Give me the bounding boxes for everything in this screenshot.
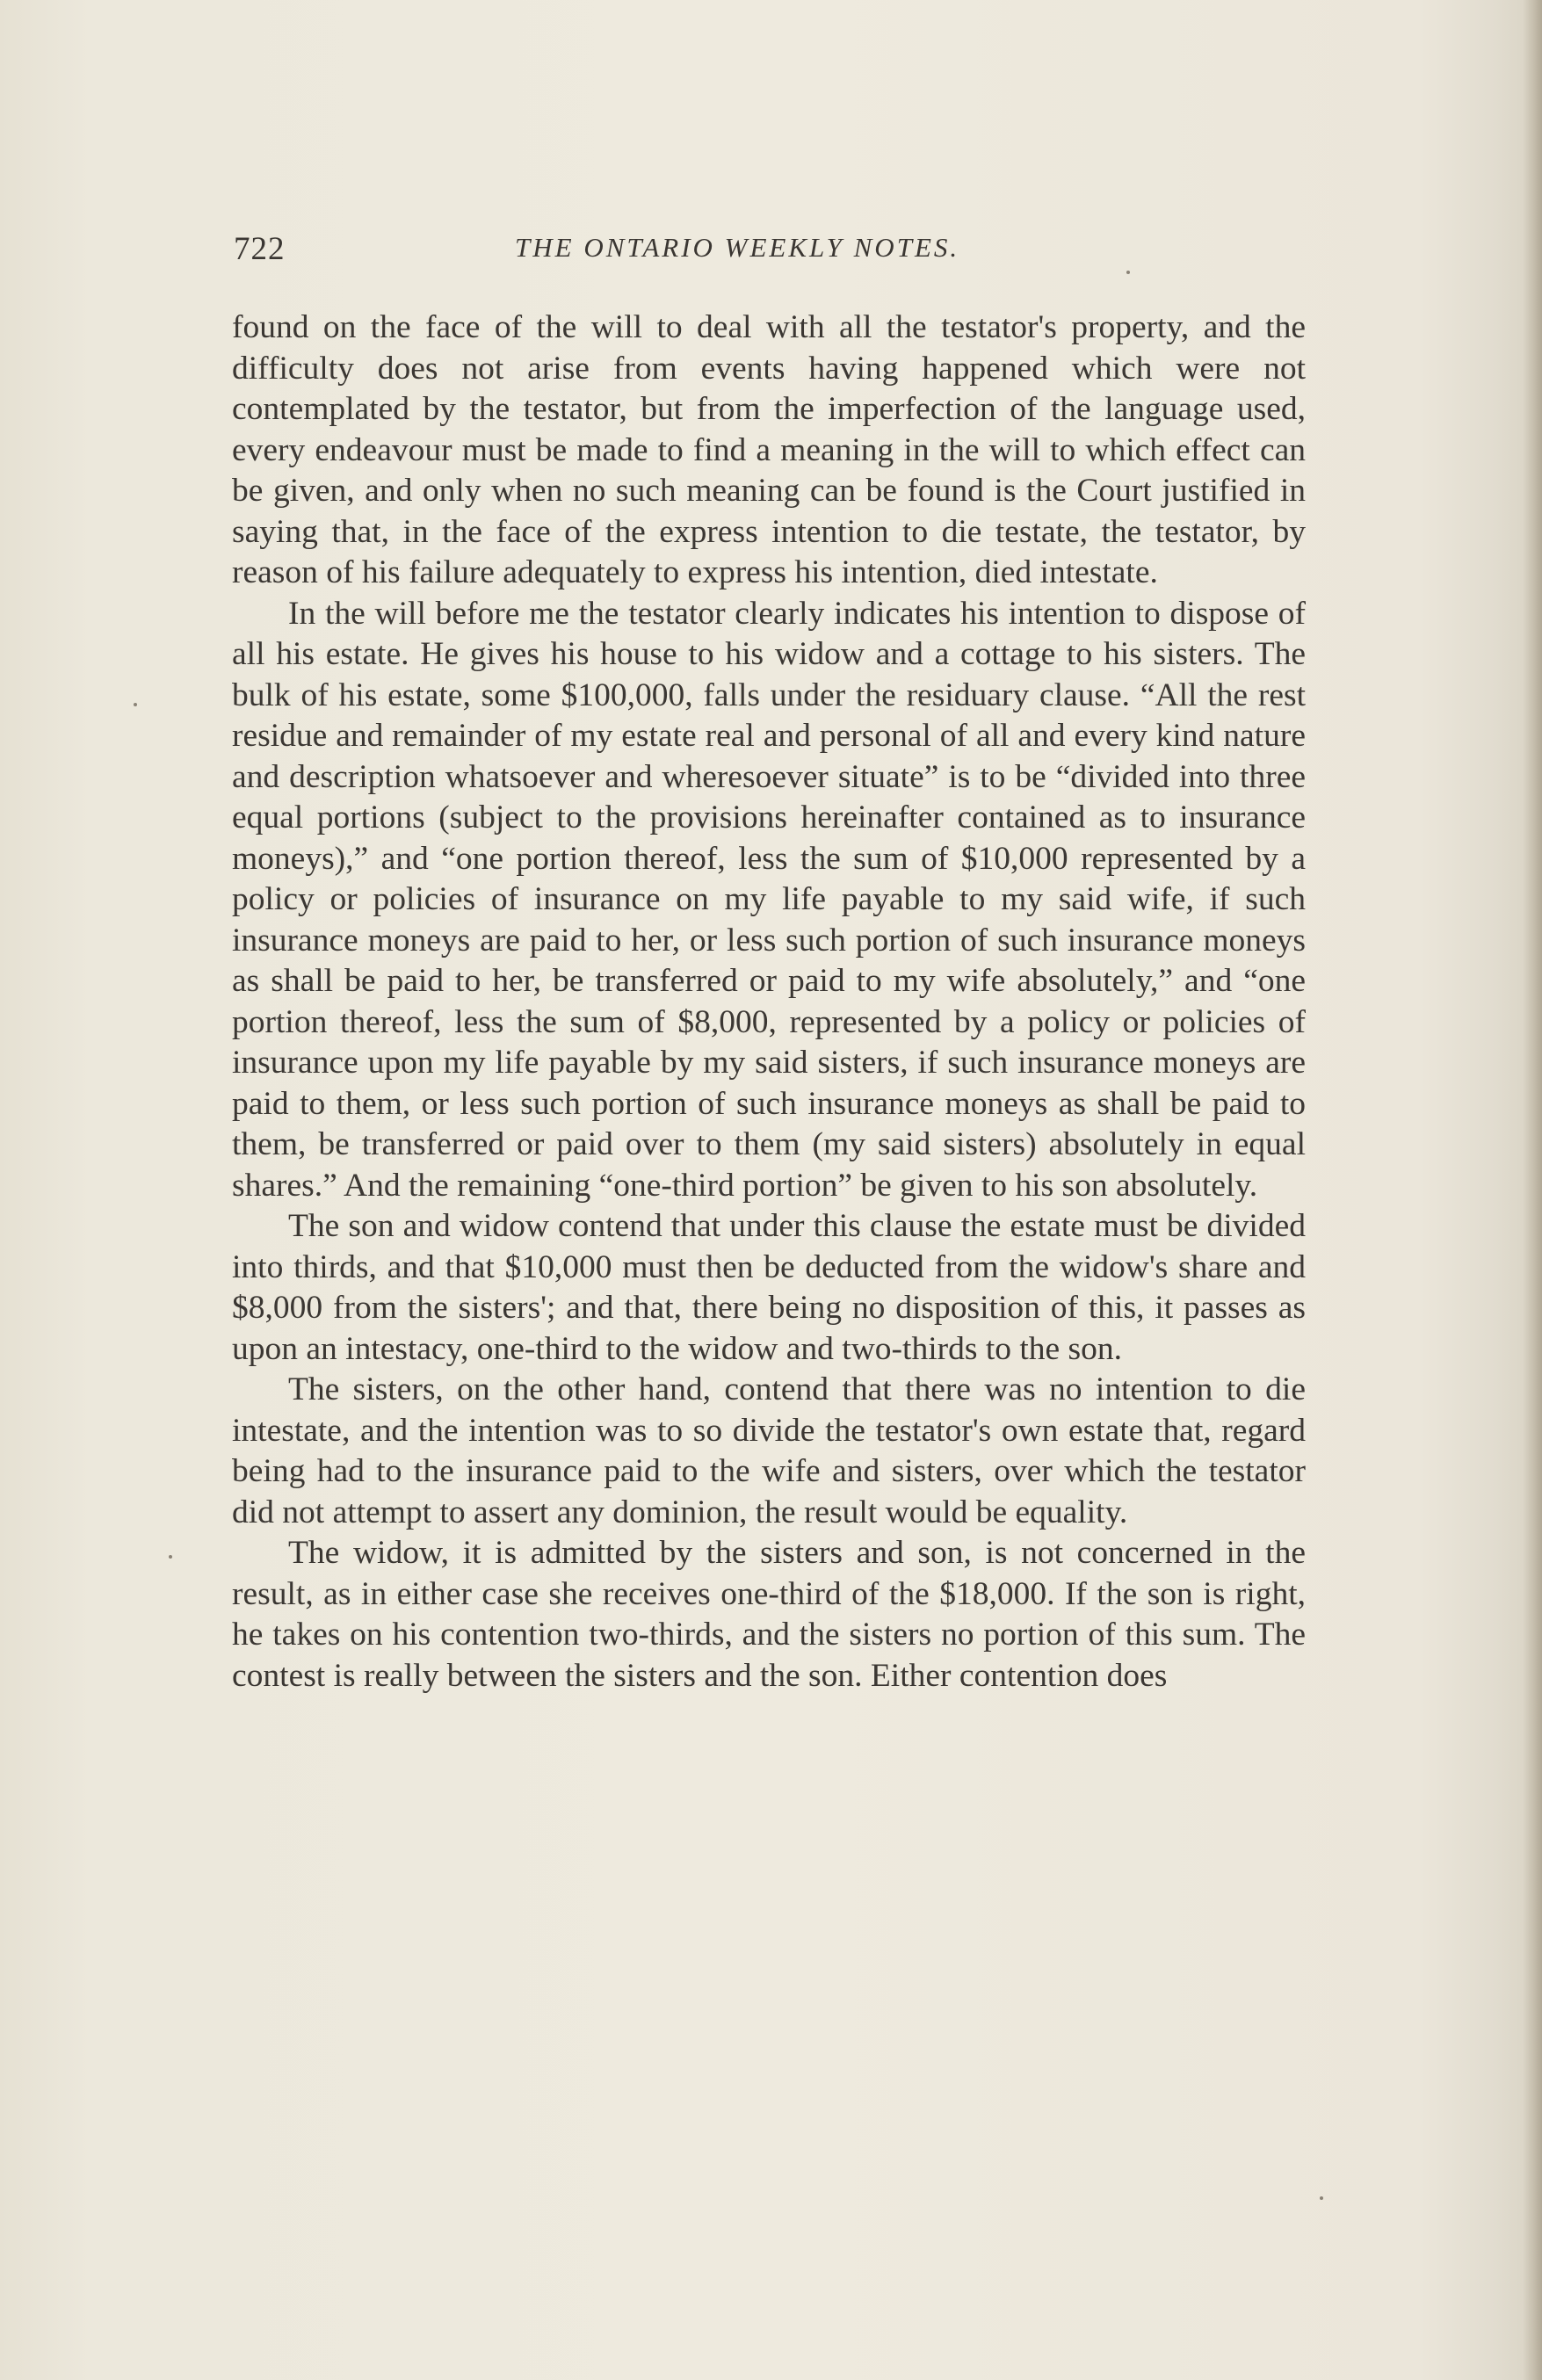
paragraph-sisters-contention: The sisters, on the other hand, contend that there was no intention to die intestate, and the intention was to so divide the testator's own estate that, regard being had to the insurance paid to the wife and sisters, over which the testator did not attempt to assert any dominion, the result would be equality. bbox=[232, 1371, 1306, 1530]
paragraph-widow-not-concerned: The widow, it is admitted by the sisters and son, is not concerned in the result, as in either case she receives one-third of the $18,000. If the son is right, he takes on his contention two-thirds, and the sisters no portion of this sum. The contest is really between the sisters and the son. Either contention does bbox=[232, 1535, 1306, 1694]
paragraph-continued: found on the face of the will to deal with all the testator's property, and the difficulty does not arise from events having happened which were not contemplated by the testator, but from the imperfection of the language used, every endeavour must be made to find a meaning in the will to which effect can be given, and only when no such meaning can be found is the Court justified in saying that, in the face of the express intention to die testate, the testator, by reason of his failure adequately to express his intention, died intestate. bbox=[232, 309, 1306, 590]
page-number: 722 bbox=[234, 231, 286, 267]
running-head: THE ONTARIO WEEKLY NOTES. bbox=[515, 232, 960, 263]
paper-speck bbox=[1320, 2196, 1323, 2200]
paper-speck bbox=[1126, 271, 1130, 274]
paragraph-son-widow-contention: The son and widow contend that under this clause the estate must be divided into thirds, and that $10,000 must then be deducted from the widow's share and $8,000 from the sisters'; and that, there being no disposition of this, it passes as upon an intestacy, one-third to the widow and two-thirds to the son. bbox=[232, 1208, 1306, 1367]
paragraph-will-terms: In the will before me the testator clearly indicates his intention to dispose of all his estate. He gives his house to his widow and a cottage to his sisters. The bulk of his estate, some $100,000, falls under the residuary clause. “All the rest residue and remainder of my estate real and personal of all and every kind nature and description whatsoever and wheresoever situate” is to be “divided into three equal portions (subject to the provisions hereinafter contained as to insurance moneys),” and “one portion thereof, less the sum of $10,000 represented by a policy or policies of insurance on my life payable to my said wife, if such insurance moneys are paid to her, or less such portion of such insurance moneys as shall be paid to her, be transferred or paid to my wife absolutely,” and “one portion thereof, less the sum of $8,000, represented by a policy or policies of insurance upon my life payable by my said sisters, if such insurance moneys are paid to them, or less such portion of such insurance moneys as shall be paid to them, be transferred or paid over to them (my said sisters) absolutely in equal shares.” And the remaining “one-third portion” be given to his son absolutely. bbox=[232, 595, 1306, 1204]
paper-speck bbox=[169, 1555, 172, 1559]
body-text bbox=[232, 307, 1306, 1696]
paper-speck bbox=[134, 703, 137, 706]
page-header bbox=[234, 230, 1306, 274]
